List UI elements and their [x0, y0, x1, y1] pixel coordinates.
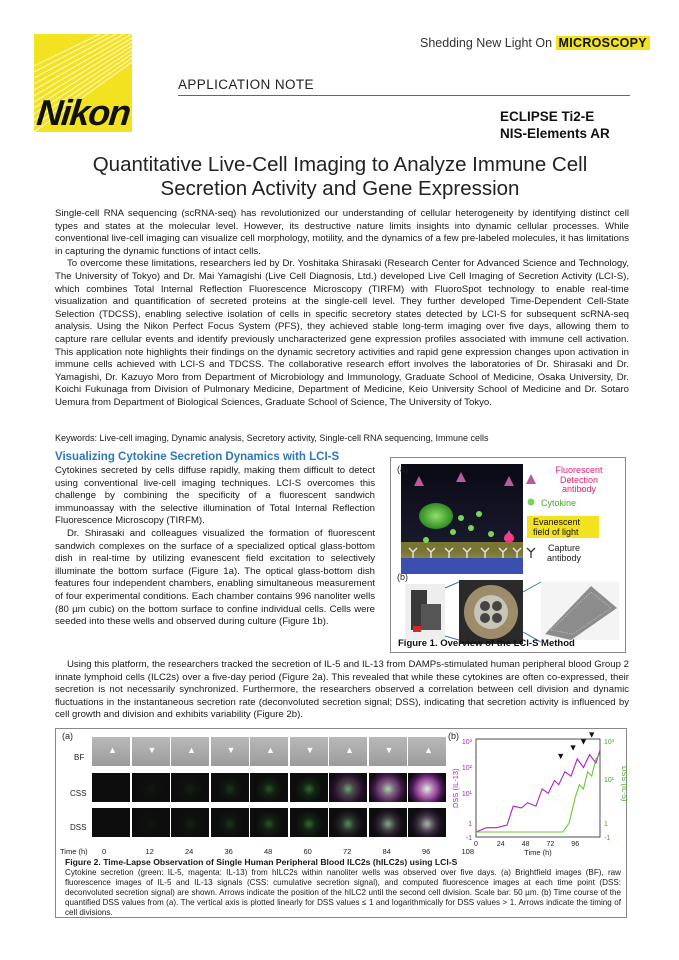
timelapse-cell-dss-0 — [92, 808, 130, 837]
time-label-0: 0 — [102, 847, 107, 856]
y-left-tick-2: 10¹ — [461, 791, 472, 798]
row-label-dss: DSS — [70, 823, 87, 832]
legend-evanescent-line-2: field of light — [533, 526, 579, 537]
x-tick-0: 0 — [474, 841, 478, 848]
timelapse-cell-bf-5: ▼ — [290, 737, 328, 766]
legend-evanescent-line-1: Evanescent — [533, 517, 581, 527]
tagline — [420, 36, 650, 50]
figure-2-label-b: (b) — [448, 731, 459, 741]
column-paragraph-2: Dr. Shirasaki and colleagues visualized the formation of fluorescent sandwich complexes on the surface of a specialized optical glass-bottom dish in real-time by utilizing evanescent field excitation to selectively illuminate the bottom surface (Figure 1a). The optical glass-bottom dish features four independent chambers, enabling simultaneous measurement of four experimental conditions. Each chamber contains 996 nanoliter wells (80 µm cubic) on the bottom surface to confine individual cells. Cells were seeded into these wells and observed during culture (Figure 1b). — [55, 527, 375, 628]
y-right-tick-2: 1 — [604, 821, 608, 828]
keywords: Keywords: Live-cell imaging, Dynamic analysis, Secretory activity, Single-cell RNA sequencing, Immune cells — [55, 433, 489, 443]
figure-2-caption-text: Cytokine secretion (green: IL-5, magenta: IL-13) from hILC2s within nanoliter wells was observed over five days. (a) Brightfield images (BF), raw fluorescence images of IL-5 and IL-13 signals (CSS: cumulative secretion signal), and computed fluorescence images at each time point (DSS: deconvoluted secretion signal) are shown. Arrows indicate the position of the hILC2 until the second cell division. Scale bar: 50 µm. (b) Time course of the quantified DSS values from (a). The vertical axis is plotted linearly for DSS values ≤ 1 and logarithmically for DSS values > 1. Arrows indicate the timing of cell divisions. — [65, 868, 621, 917]
figure-2-caption-title: Figure 2. Time-Lapse Observation of Single Human Peripheral Blood ILC2s (hILC2s) using LCI-S — [65, 857, 458, 867]
timelapse-cell-dss-8 — [408, 808, 446, 837]
timelapse-cell-dss-2 — [171, 808, 209, 837]
legend-detection-line-1: Fluorescent — [555, 465, 603, 475]
timelapse-cell-css-0 — [92, 773, 130, 802]
column-paragraph-1: Cytokines secreted by cells diffuse rapidly, making them difficult to detect using conventional live-cell imaging techniques. LCI-S overcomes this challenge by combining the specificity of a fluorescent sandwich immunoassay with the selective illumination of Total Internal Reflection Fluorescence Microscopy (TIRFM). — [55, 465, 375, 527]
nanowell-array — [541, 582, 619, 640]
timelapse-cell-dss-5 — [290, 808, 328, 837]
y-left-label: DSS (IL-13) — [451, 768, 460, 808]
row-label-css: CSS — [70, 789, 87, 798]
legend-capture-line-2: antibody — [547, 552, 582, 563]
product-names — [500, 108, 610, 142]
product-line-1: ECLIPSE Ti2-E — [500, 109, 595, 124]
full-width-paragraph: Using this platform, the researchers tracked the secretion of IL-5 and IL-13 from DAMPs-stimulated human peripheral blood Group 2 innate lymphoid cells (ILC2s) over a five-day period (Figure 2a). This revealed that while these cytokines are often co-expressed, their secretion is not necessarily synchronized. Furthermore, the researchers observed a correlation between cell division and dynamic fluctuations in the instantaneous secretion rate (deconvoluted secretion signal; DSS), indicating that secretion activity is influenced by cell growth and division and exhibits variability (Figure 2b). — [55, 659, 629, 721]
y-right-tick-0: 10³ — [604, 739, 615, 746]
y-left-tick-4: -1 — [465, 835, 472, 842]
y-left-tick-0: 10³ — [461, 739, 472, 746]
x-tick-48: 48 — [521, 841, 530, 848]
intro-paragraph-2: To overcome these limitations, researchers led by Dr. Yoshitaka Shirasaki (Research Center for Advanced Science and Technology, The University of Tokyo) and Dr. Mai Yamagishi (Live Cell Diagnosis, Ltd.) developed Live Cell Imaging of Secretion Activity (LCI-S), which combines Total Internal Reflection Fluorescence Microscopy (TIRFM) with FluoroSpot technology to enable real-time visualization and quantification of secreted proteins at the single-cell level. They further developed Time-Dependent Cell-State Selection (TDCSS), enabling selective isolation of cells in specific secretory states detected by LCI-S for subsequent scRNA-seq analysis. Using the Nikon Perfect Focus System (PFS), they achieved stable long-term imaging over five days, allowing them to capture rare cellular events and identify previously uncharacterized gene expression profiles associated with immune cell activation. This application note highlights their findings on the dynamic secretory activities and rapid gene expression changes upon activation in immune cells achieved with LCI-S and TDCSS. The collaborative research effort involves the laboratories of Dr. Shirasaki and Dr. Yamagishi, Dr. Kazuyo Moro from Department of Microbiology and Immunology, Graduate School of Medicine, Osaka University, Dr. Koichi Fukunaga from Division of Pulmonary Medicine, Department of Medicine, Keio University School of Medicine and Dr. Sotaro Uemura from Department of Biological Sciences, Graduate School of Science, The University of Tokyo. — [55, 258, 629, 408]
timelapse-cell-css-6 — [329, 773, 367, 802]
dss-plot — [448, 729, 628, 857]
page-title — [40, 153, 640, 201]
series-il13-line — [476, 750, 600, 832]
time-label-12: 12 — [145, 847, 154, 856]
product-line-2: NIS-Elements AR — [500, 126, 610, 141]
title-line-1: Quantitative Live-Cell Imaging to Analyze Immune Cell — [92, 153, 588, 176]
timelapse-cell-bf-1: ▼ — [132, 737, 170, 766]
timelapse-cell-bf-7: ▼ — [369, 737, 407, 766]
y-right-label: DSS (IL-5) — [620, 766, 629, 802]
legend-evanescent — [533, 518, 580, 537]
intro-paragraph-1: Single-cell RNA sequencing (scRNA-seq) has revolutionized our understanding of cellular heterogeneity by identifying distinct cell types and states at the molecular level. However, its destructive nature limits insights into dynamic cellular processes. While conventional live-cell imaging can visualize cell morphology, motility, and the dynamics of a few pre-labeled molecules, it has limitations in capturing the dynamic functions of intact cells. — [55, 208, 629, 257]
y-left-tick-1: 10² — [461, 765, 472, 772]
timelapse-cell-css-1 — [132, 773, 170, 802]
timelapse-cell-css-3 — [211, 773, 249, 802]
division-arrow-icon-2: ▼ — [579, 736, 588, 747]
figure-1-label-a: (a) — [397, 464, 408, 474]
x-tick-96: 96 — [571, 841, 580, 848]
timelapse-cell-bf-2: ▲ — [171, 737, 209, 766]
time-axis-label: Time (h) — [60, 847, 88, 856]
y-right-tick-1: 10¹ — [604, 777, 615, 784]
application-note-label: APPLICATION NOTE — [178, 77, 314, 92]
title-line-2: Secretion Activity and Gene Expression — [160, 177, 520, 200]
header-divider — [178, 95, 630, 96]
timelapse-grid — [56, 729, 448, 857]
timelapse-cell-dss-6 — [329, 808, 367, 837]
time-label-72: 72 — [343, 847, 352, 856]
legend-detection-antibody — [543, 466, 615, 495]
series-il5-line — [476, 755, 600, 832]
x-axis-label: Time (h) — [524, 848, 552, 857]
timelapse-cell-css-5 — [290, 773, 328, 802]
time-label-108: 108 — [461, 847, 475, 856]
glass-substrate — [401, 558, 523, 574]
timelapse-cell-bf-6: ▲ — [329, 737, 367, 766]
logo-text: Nikon — [34, 92, 132, 133]
column-text — [55, 465, 375, 629]
y-left-tick-3: 1 — [468, 821, 472, 828]
timelapse-cell-bf-8: ▲ — [408, 737, 446, 766]
figure-1-caption: Figure 1. Overview of the LCI-S Method — [398, 638, 575, 649]
time-label-36: 36 — [224, 847, 233, 856]
nikon-logo — [34, 34, 132, 132]
timelapse-cell-bf-3: ▼ — [211, 737, 249, 766]
timelapse-cell-bf-4: ▲ — [250, 737, 288, 766]
timelapse-cell-dss-3 — [211, 808, 249, 837]
figure-2-caption — [65, 857, 621, 918]
cell-icon — [419, 503, 453, 529]
figure-1-label-b: (b) — [397, 572, 408, 582]
tagline-prefix: Shedding New Light On — [420, 36, 553, 50]
time-label-60: 60 — [303, 847, 312, 856]
full-width-text — [55, 659, 629, 722]
timelapse-cell-css-2 — [171, 773, 209, 802]
legend-detection-line-2: Detection — [559, 474, 599, 485]
timelapse-cell-css-7 — [369, 773, 407, 802]
x-tick-72: 72 — [546, 841, 555, 848]
time-label-96: 96 — [422, 847, 431, 856]
tagline-highlight: MICROSCOPY — [556, 36, 650, 50]
timelapse-cell-dss-1 — [132, 808, 170, 837]
row-label-bf: BF — [74, 753, 85, 762]
time-label-84: 84 — [382, 847, 391, 856]
figure-2-label-a: (a) — [62, 731, 73, 741]
legend-capture-line-1: Capture — [548, 543, 581, 553]
timelapse-cell-css-4 — [250, 773, 288, 802]
figure-1 — [390, 457, 626, 653]
legend-capture-antibody — [547, 544, 581, 563]
division-arrow-icon-0: ▼ — [556, 750, 566, 761]
section-title: Visualizing Cytokine Secretion Dynamics with LCI-S — [55, 451, 340, 463]
timelapse-cell-bf-0: ▲ — [92, 737, 130, 766]
timelapse-cell-dss-7 — [369, 808, 407, 837]
plot-frame — [476, 739, 600, 837]
intro-text — [55, 208, 629, 410]
timelapse-cell-dss-4 — [250, 808, 288, 837]
time-label-24: 24 — [185, 847, 194, 856]
division-arrow-icon-1: ▼ — [568, 742, 578, 753]
division-arrow-icon-3: ▼ — [587, 729, 597, 740]
time-label-48: 48 — [264, 847, 273, 856]
x-tick-24: 24 — [496, 841, 505, 848]
legend-cytokine: Cytokine — [541, 498, 577, 508]
y-right-tick-3: -1 — [604, 835, 611, 842]
legend-detection-line-3: antibody — [561, 484, 597, 494]
timelapse-cell-css-8 — [408, 773, 446, 802]
